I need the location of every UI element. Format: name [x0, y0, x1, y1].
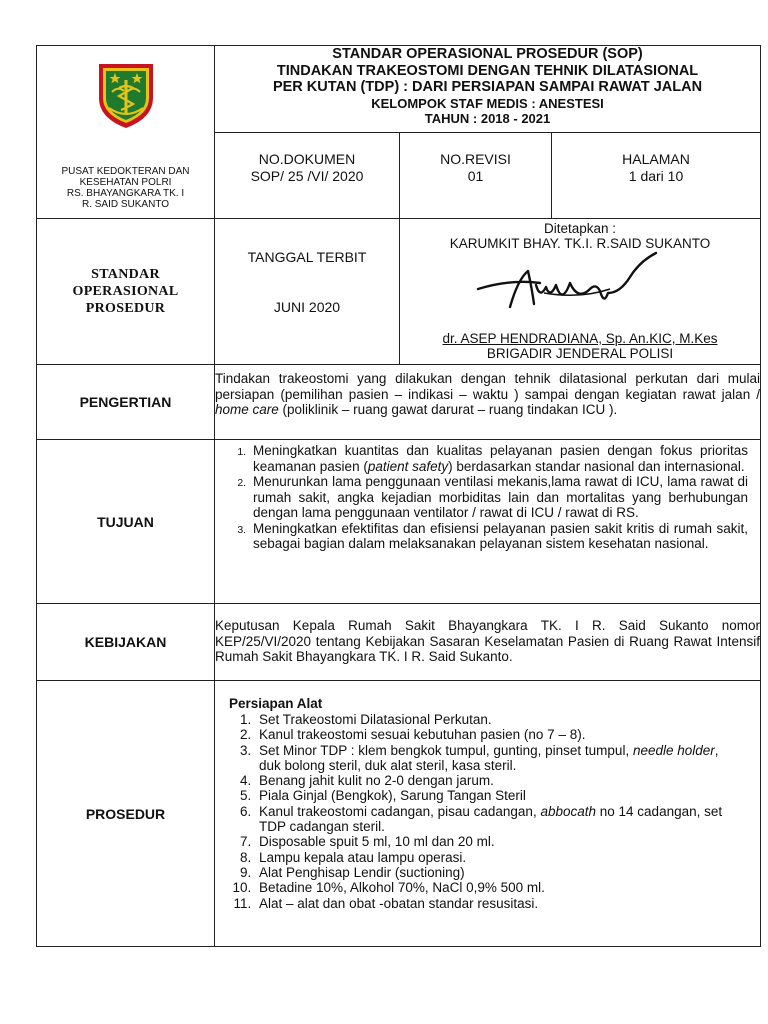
page-label: HALAMAN [622, 151, 690, 167]
list-item: 9. Alat Penghisap Lendir (suctioning) [255, 865, 744, 880]
kebijakan-text: Keputusan Kepala Rumah Sakit Bhayangkara TK. I R. Said Sukanto nomor KEP/25/VI/2020 tentang Kebijakan Sasaran Keselamatan Pasien di Ruang Rawat Intensif Rumah Sakit Bhayangkara TK. I R. Said Sukanto. [215, 604, 761, 681]
kebijakan-label: KEBIJAKAN [37, 604, 215, 681]
prosedur-list [215, 712, 744, 911]
list-item: 1. Set Trakeostomi Dilatasional Perkutan. [255, 712, 744, 727]
document-number-cell [215, 133, 400, 219]
approval-office: KARUMKIT BHAY. TK.I. R.SAID SUKANTO [449, 236, 711, 251]
document-number-label: NO.DOKUMEN [258, 151, 356, 167]
signature-icon [470, 249, 670, 319]
approval-rank: BRIGADIR JENDERAL POLISI [486, 346, 674, 361]
list-item: 7. Disposable spuit 5 ml, 10 ml dan 20 ml. [255, 834, 744, 849]
issue-date-label: TANGGAL TERBIT [247, 249, 367, 265]
issue-date-cell [215, 219, 400, 365]
sop-table [36, 45, 761, 947]
list-item: 5. Piala Ginjal (Bengkok), Sarung Tangan Steril [255, 788, 744, 803]
revision-value: 01 [467, 168, 484, 184]
pengertian-text: Tindakan trakeostomi yang dilakukan dengan tehnik dilatasional perkutan dari mulai persiapan (pemilihan pasien – indikasi – waktu ) sampai dengan kegiatan rawat jalan / home care (poliklinik – ruang gawat darurat – ruang tindakan ICU ). [215, 365, 761, 440]
approval-name: dr. ASEP HENDRADIANA, Sp. An.KIC, M.Kes [442, 331, 718, 346]
prosedur-label: PROSEDUR [37, 681, 215, 947]
list-item: 2. Menurunkan lama penggunaan ventilasi mekanis,lama rawat di ICU, lama rawat di rumah sakit, angka kejadian morbiditas lain dan mortalitas yang berhubungan dengan lama penggunaan ventilator / rawat di ICU / rawat di RS. [249, 474, 748, 521]
prosedur-subtitle: Persiapan Alat [229, 696, 323, 711]
tujuan-list-cell [215, 440, 761, 604]
document-title: STANDAR OPERASIONAL PROSEDUR (SOP) TINDAKAN TRAKEOSTOMI DENGAN TEHNIK DILATASIONAL PER KUTAN (TDP) : DARI PERSIAPAN SAMPAI RAWAT JALAN KELOMPOK STAF MEDIS : ANESTESI TAHUN : 2018 - 2021 [215, 46, 761, 133]
prosedur-cell [215, 681, 761, 947]
list-item: 8. Lampu kepala atau lampu operasi. [255, 850, 744, 865]
revision-cell [400, 133, 552, 219]
police-hospital-logo-icon [95, 58, 157, 130]
page-cell [552, 133, 761, 219]
pengertian-label: PENGERTIAN [37, 365, 215, 440]
sop-label: STANDAR OPERASIONAL PROSEDUR [37, 219, 215, 365]
organization-name: PUSAT KEDOKTERAN DAN KESEHATAN POLRI RS. BHAYANGKARA TK. I R. SAID SUKANTO [61, 166, 190, 210]
approval-set-by: Ditetapkan : [543, 221, 617, 236]
list-item: 3. Set Minor TDP : klem bengkok tumpul, gunting, pinset tumpul, needle holder, duk bolong steril, duk alat steril, kasa steril. [255, 743, 744, 774]
list-item: 10. Betadine 10%, Alkohol 70%, NaCl 0,9% 500 ml. [255, 880, 744, 895]
list-item: 6. Kanul trakeostomi cadangan, pisau cadangan, abbocath no 14 cadangan, set TDP cadangan steril. [255, 804, 744, 835]
revision-label: NO.REVISI [440, 151, 511, 167]
list-item: 11. Alat – alat dan obat -obatan standar resusitasi. [255, 896, 744, 911]
issue-date-value: JUNI 2020 [273, 299, 341, 315]
tujuan-list [215, 443, 748, 552]
list-item: 4. Benang jahit kulit no 2-0 dengan jarum. [255, 773, 744, 788]
list-item: 3. Meningkatkan efektifitas dan efisiensi pelayanan pasien sakit kritis di rumah sakit, sebagai bagian dalam melaksanakan pelayanan sistem kesehatan nasional. [249, 521, 748, 552]
list-item: 1. Meningkatkan kuantitas dan kualitas pelayanan pasien dengan fokus prioritas keamanan pasien (patient safety) berdasarkan standar nasional dan internasional. [249, 443, 748, 474]
document-number-value: SOP/ 25 /VI/ 2020 [250, 168, 364, 184]
organization-cell [37, 46, 215, 219]
list-item: 2. Kanul trakeostomi sesuai kebutuhan pasien (no 7 – 8). [255, 727, 744, 742]
page-value: 1 dari 10 [628, 168, 684, 184]
approval-cell [400, 219, 761, 365]
tujuan-label: TUJUAN [37, 440, 215, 604]
